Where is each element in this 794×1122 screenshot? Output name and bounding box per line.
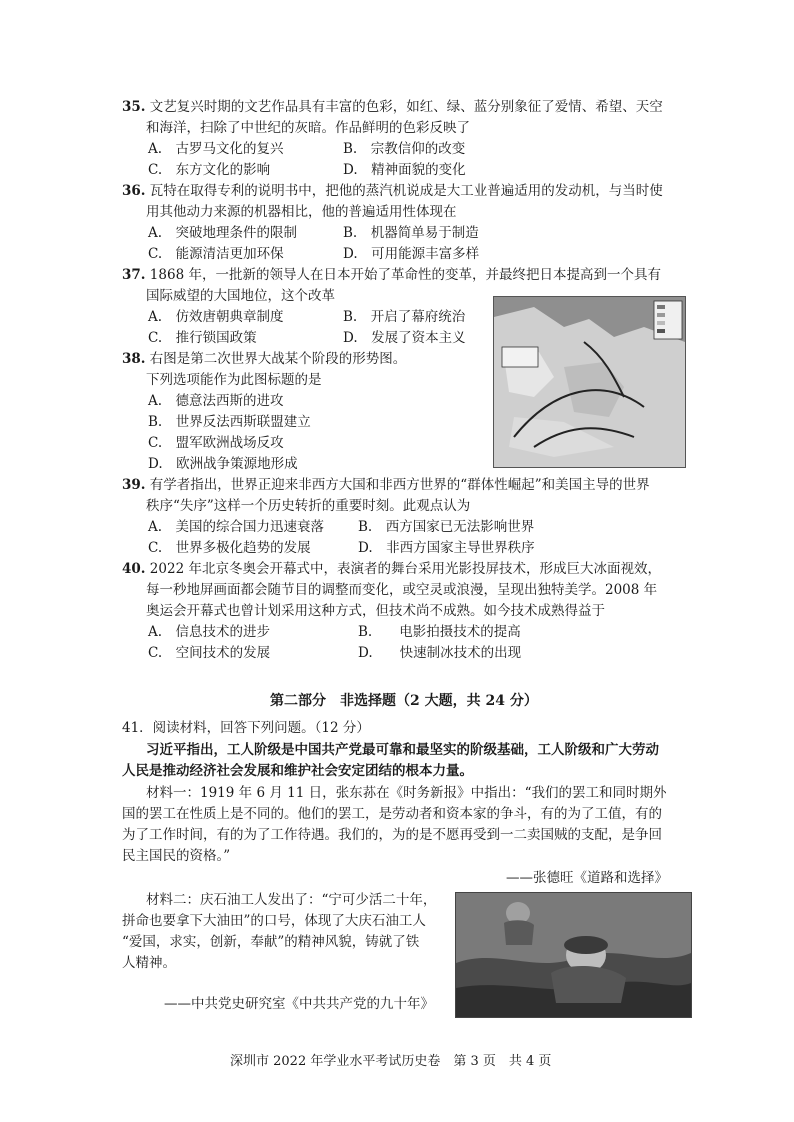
q40-line1: 40. 2022 年北京冬奥会开幕式中，表演者的舞台采用光影投屏技术，形成巨大冰面视效， [122, 561, 661, 577]
q37-option-a[interactable]: A. 仿效唐朝典章制度 [148, 309, 284, 325]
q38-number: 38. [122, 351, 146, 367]
q41-material2-line4: 人精神。 [122, 955, 176, 971]
q39-option-a[interactable]: A. 美国的综合国力迅速衰落 [148, 519, 325, 535]
q41-intro: 41．阅读材料，回答下列问题。（12 分） [122, 720, 370, 736]
q41-material2-line3: “爱国，求实，创新，奉献”的精神风貌，铸就了铁 [122, 934, 420, 950]
ww2-situation-map [493, 296, 686, 468]
q41-quote-line1: 习近平指出，工人阶级是中国共产党最可靠和最坚实的阶级基础，工人阶级和广大劳动 [146, 742, 659, 758]
oil-worker-photo [455, 892, 692, 1018]
photo-graphic [456, 893, 691, 1017]
q35-line1: 35. 文艺复兴时期的文艺作品具有丰富的色彩，如红、绿、蓝分别象征了爱情、希望、天空 [122, 99, 663, 115]
q35-number: 35. [122, 99, 146, 115]
q38-option-c[interactable]: C. 盟军欧洲战场反攻 [148, 435, 284, 451]
q35-option-c[interactable]: C. 东方文化的影响 [148, 162, 271, 178]
q36-option-d[interactable]: D. 可用能源丰富多样 [343, 246, 480, 262]
q41-material1-source: ——张德旺《道路和选择》 [506, 870, 668, 886]
q41-material1-line1: 材料一：1919 年 6 月 11 日，张东荪在《时务新报》中指出：“我们的罢工和同时期外 [146, 785, 667, 801]
q41-quote-line2: 人民是推动经济社会发展和维护社会安定团结的根本力量。 [122, 763, 473, 779]
q36-line1: 36. 瓦特在取得专利的说明书中，把他的蒸汽机说成是大工业普遍适用的发动机，与当时使 [122, 183, 663, 199]
q41-material1-line2: 国的罢工在性质上是不同的。他们的罢工，是劳动者和资本家的争斗，有的为了工值，有的 [122, 806, 662, 822]
q40-line3: 奥运会开幕式也曾计划采用这种方式，但技术尚不成熟。如今技术成熟得益于 [146, 603, 605, 619]
q38-option-a[interactable]: A. 德意法西斯的进攻 [148, 393, 284, 409]
q35-line2: 和海洋，扫除了中世纪的灰暗。作品鲜明的色彩反映了 [146, 120, 470, 136]
q39-option-b[interactable]: B. 西方国家已无法影响世界 [358, 519, 535, 535]
q35-option-b[interactable]: B. 宗教信仰的改变 [343, 141, 466, 157]
map-graphic [494, 297, 685, 467]
q36-option-a[interactable]: A. 突破地理条件的限制 [148, 225, 298, 241]
q37-option-c[interactable]: C. 推行锁国政策 [148, 330, 257, 346]
q37-option-b[interactable]: B. 开启了幕府统治 [343, 309, 466, 325]
q36-line2: 用其他动力来源的机器相比，他的普遍适用性体现在 [146, 204, 457, 220]
q38-option-b[interactable]: B. 世界反法西斯联盟建立 [148, 414, 311, 430]
q41-material2-source: ——中共党史研究室《中共共产党的九十年》 [164, 996, 434, 1012]
q40-option-a[interactable]: A. 信息技术的进步 [148, 624, 271, 640]
q37-option-d[interactable]: D. 发展了资本主义 [343, 330, 466, 346]
page-footer: 深圳市 2022 年学业水平考试历史卷 第 3 页 共 4 页 [230, 1054, 552, 1069]
q40-option-b[interactable]: B. 电影拍摄技术的提高 [358, 624, 521, 640]
q41-material1-line4: 民主国民的资格。” [122, 848, 231, 864]
q40-option-c[interactable]: C. 空间技术的发展 [148, 645, 271, 661]
q39-line2: 秩序“失序”这样一个历史转折的重要时刻。此观点认为 [146, 498, 471, 514]
q40-line2: 每一秒地屏画面都会随节目的调整而变化，或空灵或浪漫，呈现出独特美学。2008 年 [146, 582, 658, 598]
q40-number: 40. [122, 561, 146, 577]
q35-option-d[interactable]: D. 精神面貌的变化 [343, 162, 466, 178]
q39-number: 39. [122, 477, 146, 493]
q36-option-c[interactable]: C. 能源清洁更加环保 [148, 246, 284, 262]
q37-number: 37. [122, 267, 146, 283]
section-two-title: 第二部分 非选择题（2 大题，共 24 分） [270, 693, 538, 709]
q38-option-d[interactable]: D. 欧洲战争策源地形成 [148, 456, 298, 472]
q36-option-b[interactable]: B. 机器简单易于制造 [343, 225, 479, 241]
q39-option-c[interactable]: C. 世界多极化趋势的发展 [148, 540, 311, 556]
q39-line1: 39. 有学者指出，世界正迎来非西方大国和非西方世界的“群体性崛起”和美国主导的世界 [122, 477, 650, 493]
q35-option-a[interactable]: A. 古罗马文化的复兴 [148, 141, 284, 157]
q39-option-d[interactable]: D. 非西方国家主导世界秩序 [358, 540, 535, 556]
q38-line1: 38. 右图是第二次世界大战某个阶段的形势图。 [122, 351, 407, 367]
q41-material2-line2: 拼命也要拿下大油田”的口号，体现了大庆石油工人 [122, 913, 426, 929]
q38-line2: 下列选项能作为此图标题的是 [146, 372, 322, 388]
q36-number: 36. [122, 183, 146, 199]
q37-line1: 37. 1868 年，一批新的领导人在日本开始了革命性的变革，并最终把日本提高到一个具有 [122, 267, 661, 283]
q40-option-d[interactable]: D. 快速制冰技术的出现 [358, 645, 522, 661]
q37-line2: 国际威望的大国地位，这个改革 [146, 288, 335, 304]
q41-material2-line1: 材料二：庆石油工人发出了：“宁可少活二十年， [146, 892, 437, 908]
q41-material1-line3: 为了工作时间，有的为了工作待遇。我们的，为的是不愿再受到一二卖国贼的支配，是争回 [122, 827, 662, 843]
